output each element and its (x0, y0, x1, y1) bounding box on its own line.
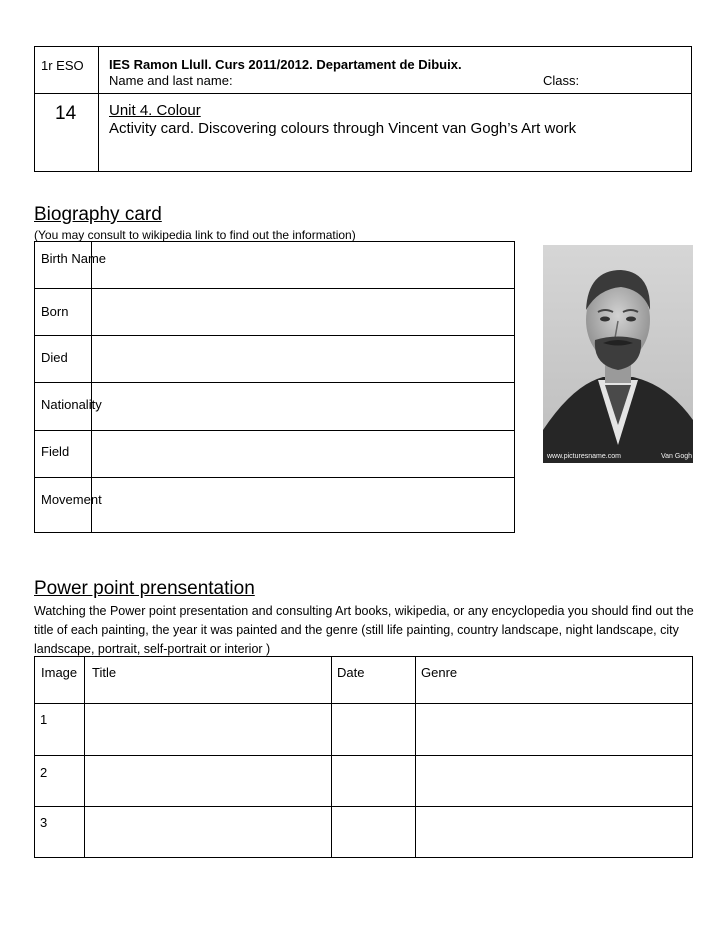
portrait-watermark: www.picturesname.com (547, 453, 621, 460)
column-header-date: Date (337, 665, 365, 680)
presentation-title: Power point prensentation (34, 578, 255, 599)
header-table (34, 46, 692, 172)
header-divider (35, 93, 691, 94)
bio-label: Born (41, 304, 69, 319)
bio-row-died (35, 335, 514, 382)
header-divider (98, 47, 99, 171)
row-number: 2 (40, 765, 48, 780)
class-field-label: Class: (543, 73, 580, 88)
card-number: 14 (55, 103, 77, 124)
grade-label: 1r ESO (41, 58, 84, 73)
bio-label: Movement (41, 492, 102, 507)
row-number: 1 (40, 712, 48, 727)
biography-table (34, 241, 515, 533)
paintings-table (34, 656, 693, 858)
column-divider (415, 657, 416, 857)
bio-row-movement (35, 477, 514, 532)
bio-label: Nationality (41, 397, 102, 412)
column-header-title: Title (92, 665, 117, 680)
activity-title: Activity card. Discovering colours through Vincent van Gogh’s Art work (109, 120, 577, 137)
row-divider (35, 806, 692, 807)
row-divider (35, 703, 692, 704)
bio-label: Died (41, 350, 68, 365)
column-header-image: Image (41, 665, 78, 680)
biography-note: (You may consult to wikipedia link to find out the information) (34, 228, 356, 242)
column-header-genre: Genre (421, 665, 458, 680)
presentation-instructions: Watching the Power point presentation and consulting Art books, wikipedia, or any encyclopedia you should find out the title of each painting, the year it was painted and the genre (still life painting, country landscape, night landscape, city landscape, portrait, self-portrait or interior ) (34, 604, 694, 656)
bio-row-birth-name (35, 242, 514, 288)
name-field-label: Name and last name: (109, 73, 233, 88)
bio-row-born (35, 288, 514, 335)
bio-row-nationality (35, 382, 514, 430)
bio-label: Birth Name (41, 251, 107, 266)
school-line: IES Ramon Llull. Curs 2011/2012. Departament de Dibuix. (109, 57, 462, 72)
bio-label: Field (41, 444, 70, 459)
column-divider (331, 657, 332, 857)
bio-column-divider (91, 241, 92, 533)
row-divider (35, 755, 692, 756)
row-number: 3 (40, 815, 48, 830)
van-gogh-portrait (543, 245, 693, 463)
biography-title: Biography card (34, 204, 162, 225)
bio-row-field (35, 430, 514, 477)
unit-title: Unit 4. Colour (109, 102, 201, 119)
column-divider (84, 657, 85, 857)
portrait-caption: Van Gogh (661, 453, 693, 460)
